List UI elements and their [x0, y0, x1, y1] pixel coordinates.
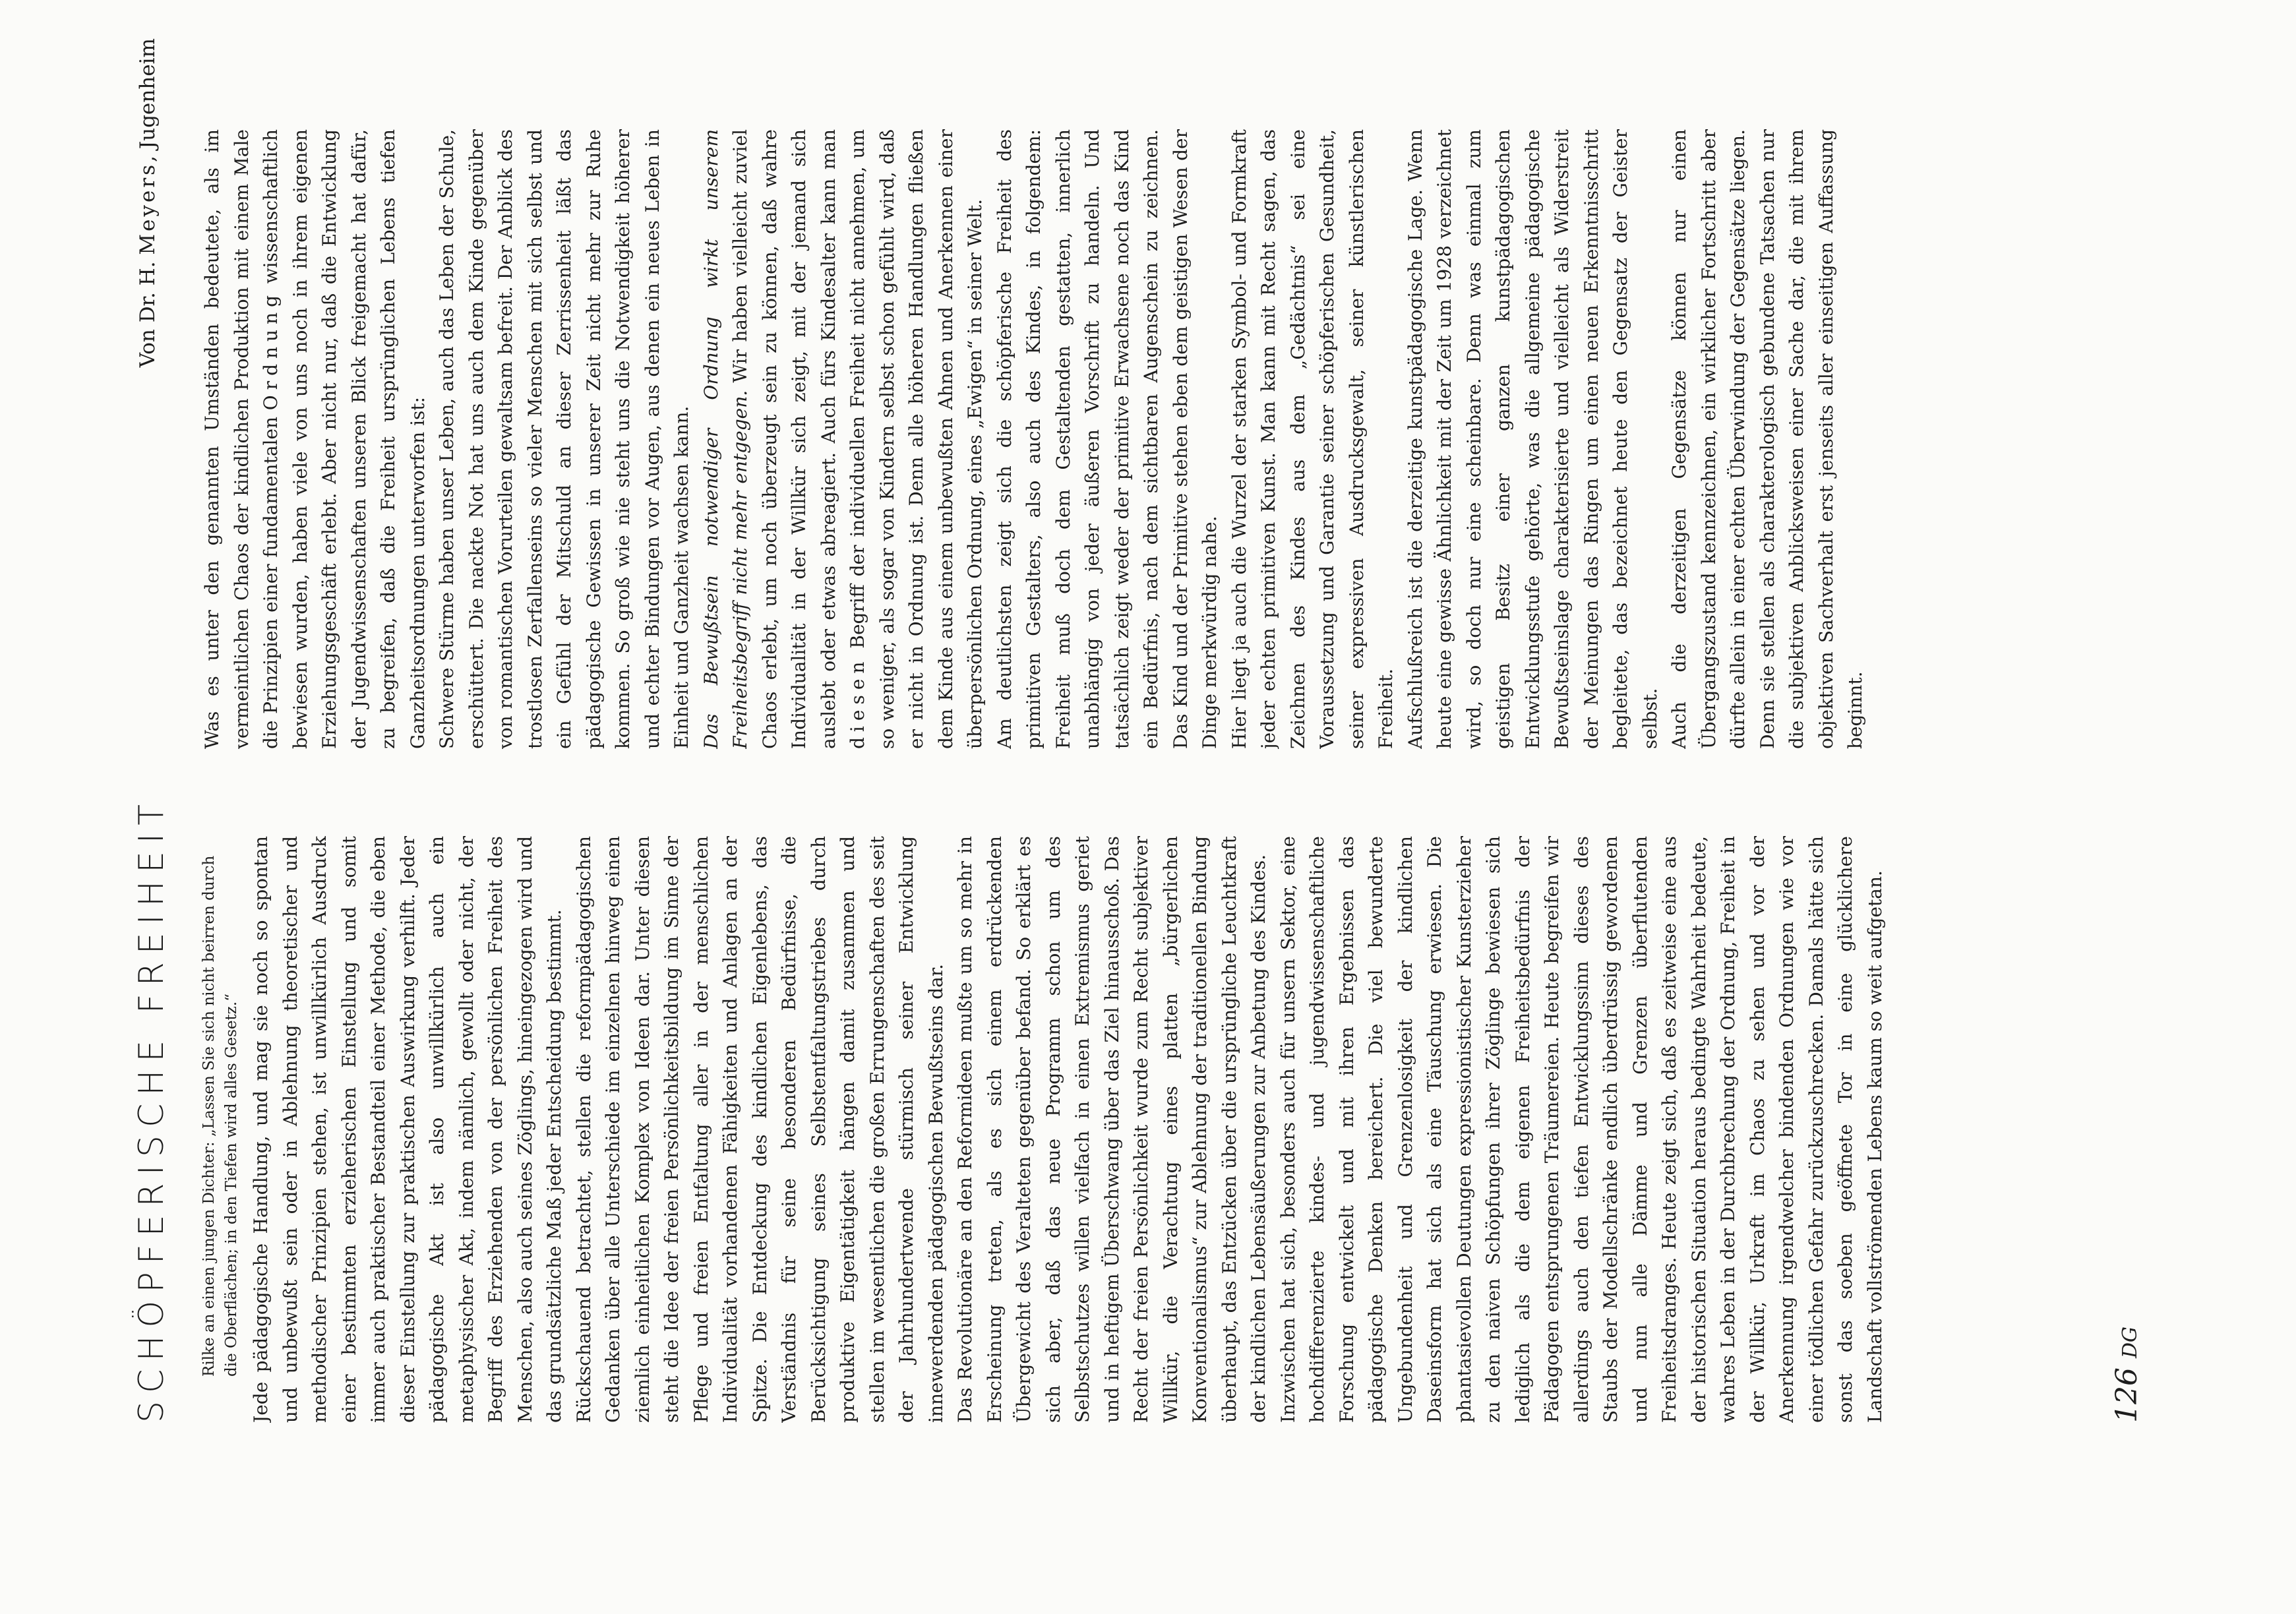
- author-location: , Jugenheim: [136, 38, 160, 162]
- author-prefix: Von Dr. H.: [136, 261, 160, 368]
- italic-statement: Das Bewußtsein notwendiger Ordnung wirkt unserem Freiheitsbegriff nicht mehr entgegen.: [700, 129, 751, 749]
- author-line: [136, 38, 160, 407]
- text-run: Begriff der individuellen Freiheit nicht annehmen, um so weniger, als sogar von Kindern selbst schon gefühlt wird, daß er nicht in Ordnung ist. Denn alle höheren Handlungen fließen dem Kinde aus einem unbewußten Ahnen und Anerkennen einer überpersönlichen Ordnung, eines „Ewigen“ in seiner Welt.: [847, 129, 986, 749]
- paragraph: Am deutlichsten zeigt sich die schöpferische Freiheit des primitiven Gestalters, also auch des Kindes, in folgendem: Freiheit muß doch dem Gestaltenden gestatten, innerlich unabhängig von jeder äußeren Vorschrift zu handeln. Und tatsächlich zeigt weder der primitive Erwachsene noch das Kind ein Bedürfnis, nach dem sichtbaren Augenschein zu zeichnen. Das Kind und der Primitive stehen eben dem geistigen Wesen der Dinge merkwürdig nahe.: [993, 129, 1221, 749]
- paragraph: Rückschauend betrachtet, stellen die reformpädagogischen Gedanken über alle Unterschiede im einzelnen hinweg einen ziemlich einheitlichen Komplex von Ideen dar. Unter diesen steht die Idee der freien Persönlichkeitsbildung im Sinne der Pflege und freien Entfaltung aller in der menschlichen Individualität vorhandenen Fähigkeiten und Anlagen an der Spitze. Die Entdeckung des kindlichen Eigenlebens, das Verständnis für seine besonderen Bedürfnisse, die Berücksichtigung seines Selbstentfaltungstriebes durch produktive Eigentätigkeit hängen damit zusammen und stellen im wesentlichen die großen Errungenschaften des seit der Jahrhundertwende stürmisch seiner Entwicklung innewerdenden pädagogischen Bewußtseins dar.: [572, 836, 947, 1423]
- paragraph: Schwere Stürme haben unser Leben, auch das Leben der Schule, erschüttert. Die nackte Not hat uns auch dem Kinde gegenüber von romantischen Vorurteilen gewaltsam befreit. Der Anblick des trostlosen Zerfallenseins so vieler Menschen mit sich selbst und ein Gefühl der Mitschuld an dieser Zerrissenheit läßt das pädagogische Gewissen in unserer Zeit nicht mehr zur Ruhe kommen. So groß wie nie steht uns die Notwendigkeit höherer und echter Bindungen vor Augen, aus denen ein neues Leben in Einheit und Ganzheit wachsen kann.: [436, 129, 692, 749]
- paragraph: [697, 129, 990, 749]
- paragraph: [198, 129, 433, 749]
- emphasized-word: diesen: [847, 656, 868, 749]
- page-number: 126: [2110, 1367, 2144, 1423]
- article-title: SCHÖPFERISCHE FREIHEIT: [132, 796, 171, 1423]
- right-column: [198, 129, 2190, 749]
- author-name: Meyers: [136, 162, 160, 255]
- paragraph: Inzwischen hat sich, besonders auch für unsern Sektor, eine hochdifferenzierte kindes- und jugendwissenschaftliche Forschung entwickelt und mit ihren Ergebnissen das pädagogische Denken bereichert. Die viel bewunderte Ungebundenheit und Grenzenlosigkeit der kindlichen Daseinsform hat sich als eine Täuschung erwiesen. Die phantasievollen Deutungen expressionistischer Kunsterzieher zu den naiven Schöpfungen ihrer Zöglinge bewiesen sich lediglich als die dem eigenen Freiheitsbedürfnis der Pädagogen entsprungenen Träumereien. Heute begreifen wir allerdings auch den tiefen Entwicklungssinn dieses des Staubs der Modellschränke endlich überdrüssig gewordenen und nun alle Dämme und Grenzen überflutenden Freiheitsdranges. Heute zeigt sich, daß es zeitweise eine aus der historischen Situation heraus bedingte Wahrheit bedeute, wahres Leben in der Durchbrechung der Ordnung, Freiheit in der Willkür, Urkraft im Chaos zu sehen und vor der Anerkennung irgendwelcher bindenden Ordnungen wie vor einer tödlichen Gefahr zurückzuschrecken. Damals hätte sich sonst das soeben geöffnete Tor in eine glücklichere Landschaft vollströmenden Lebens kaum so weit aufgetan.: [1277, 836, 1886, 1423]
- text-run: wissenschaftlich bewiesen wurden, haben viele von uns noch in ihrem eigenen Erziehungsgeschäft erlebt. Aber nicht nur, daß die Entwicklung der Jugendwissenschaften unseren Blick freigemacht hat dafür, zu begreifen, daß die Freiheit ursprünglichen Lebens tiefen Ganzheitsordnungen unterworfen ist:: [260, 129, 429, 749]
- paragraph: Auch die derzeitigen Gegensätze können nur einen Übergangszustand kennzeichnen, ein wirklicher Fortschritt aber dürfte allein in einer echten Überwindung der Gegensätze liegen. Denn sie stellen als charakterologisch gebundene Tatsachen nur die subjektiven Anblicksweisen einer Sache dar, die mit ihrem objektiven Sachverhalt erst jenseits aller einseitigen Auffassung beginnt.: [1668, 129, 1866, 749]
- emphasized-word: Ordnung: [260, 289, 282, 411]
- text-run: Was es unter den genannten Umständen bedeutete, als im vermeintlichen Chaos der kindlichen Produktion mit einem Male die Prinzipien einer fundamentalen: [201, 129, 282, 749]
- text-run: Wir haben vielleicht zuviel Chaos erlebt, um noch überzeugt sein zu können, daß wahre Individualität in der Willkür sich zeigt, mit der jemand sich auslebt oder etwas abreagiert. Auch fürs Kindesalter kann man: [729, 129, 839, 749]
- paragraph: Das Revolutionäre an den Reformideen mußte um so mehr in Erscheinung treten, als es sich einem erdrückenden Übergewicht des Veralteten gegenüber befand. So erklärt es sich aber, daß das neue Programm schon um des Selbstschutzes willen vielfach in einen Extremismus geriet und in heftigem Überschwang über das Ziel hinausschoß. Das Recht der freien Persönlichkeit wurde zum Recht subjektiver Willkür, die Verachtung eines platten „bürgerlichen Konventionalismus“ zur Ablehnung der traditionellen Bindung überhaupt, das Entzücken über die ursprüngliche Leuchtkraft der kindlichen Lebensäußerungen zur Anbetung des Kindes.: [954, 836, 1269, 1423]
- page-folio: [2110, 1327, 2144, 1423]
- paragraph: Hier liegt ja auch die Wurzel der starken Symbol- und Formkraft jeder echten primitiven Kunst. Man kann mit Recht sagen, das Zeichnen des Kindes aus dem „Gedächtnis“ sei eine Voraussetzung und Garantie seiner schöpferischen Gesundheit, seiner expressiven Ausdrucksgewalt, seiner künstlerischen Freiheit.: [1228, 129, 1397, 749]
- paragraph: Aufschlußreich ist die derzeitige kunstpädagogische Lage. Wenn heute eine gewisse Ähnlichkeit mit der Zeit um 1928 verzeichnet wird, so doch nur eine scheinbare. Denn was einmal zum geistigen Besitz einer ganzen kunstpädagogischen Entwicklungsstufe gehörte, was die allgemeine pädagogische Bewußtseinslage charakterisierte und vielleicht als Widerstreit der Meinungen das Ringen um einen neuen Erkenntnisschritt begleitete, das bezeichnet heute den Gegensatz der Geister selbst.: [1404, 129, 1661, 749]
- journal-abbreviation: DG: [2119, 1326, 2142, 1359]
- left-column: [198, 836, 2190, 1423]
- motto-quote: Rilke an einen jungen Dichter: „Lassen Sie sich nicht beirren durch die Oberflächen; in den Tiefen wird alles Gesetz.“: [200, 855, 240, 1377]
- paragraph: Jede pädagogische Handlung, und mag sie noch so spontan und unbewußt sein oder in Ablehnung theoretischer und methodischer Prinzipien stehen, ist unwillkürlich Ausdruck einer bestimmten erzieherischen Einstellung und somit immer auch praktischer Bestandteil einer Methode, die eben dieser Einstellung zur praktischen Auswirkung verhilft. Jeder pädagogische Akt ist also unwillkürlich auch ein metaphysischer Akt, indem nämlich, gewollt oder nicht, der Begriff des Erziehenden von der persönlichen Freiheit des Menschen, also auch seines Zöglings, hineingezogen wird und das grundsätzliche Maß jeder Entscheidung bestimmt.: [250, 836, 565, 1423]
